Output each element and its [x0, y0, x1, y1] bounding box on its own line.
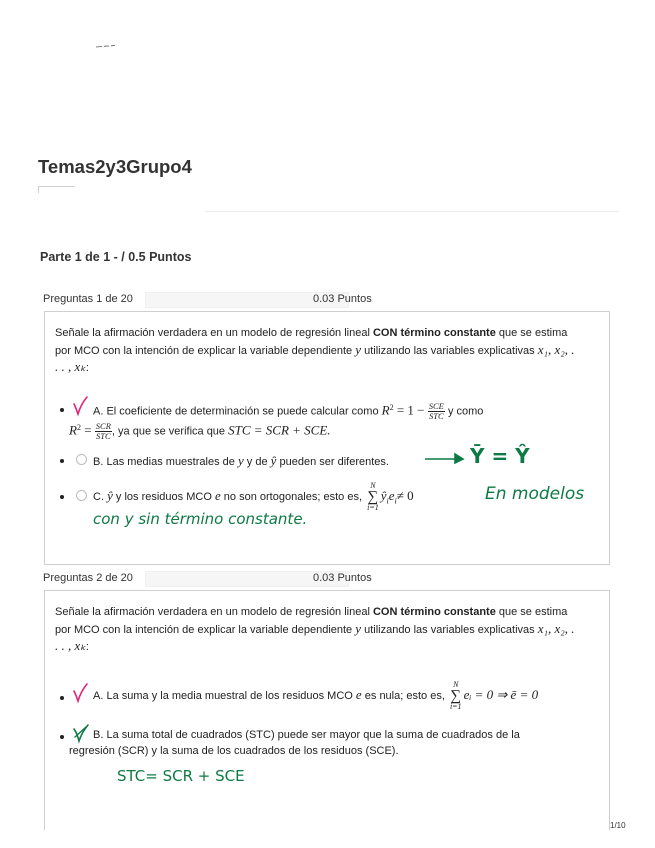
question-1-stem: Señale la afirmación verdadera en un modelo de regresión lineal CON término constante que se estima por MCO con la intención de explicar la variable dependiente y utilizando las variables explicativas x₁, x₂, . . . , xₖ:	[55, 327, 575, 374]
question-1-points: 0.03 Puntos	[313, 293, 372, 305]
header-divider	[205, 211, 619, 212]
question-1-option-b-radio[interactable]	[76, 454, 87, 465]
cross-check-icon	[72, 723, 90, 743]
annotation-mean-equality: Ȳ = Ŷ	[470, 444, 530, 468]
page-title: Temas2y3Grupo4	[38, 156, 192, 177]
question-1-header	[43, 293, 643, 309]
question-2-option-b-cont: regresión (SCR) y la suma de los cuadrados de los residuos (SCE).	[69, 745, 399, 757]
checkmark-icon	[72, 396, 88, 416]
question-2-option-a[interactable]: A. La suma y la media muestral de los residuos MCO e es nula; esto es, N ∑ i=1 eᵢ = 0 ⇒ ē = 0	[93, 680, 539, 711]
question-2-option-b[interactable]: B. La suma total de cuadrados (STC) puede ser mayor que la suma de cuadrados de la	[93, 729, 520, 741]
question-1-label: Preguntas 1 de 20	[43, 293, 133, 305]
bullet	[60, 696, 64, 700]
question-1-option-a[interactable]: A. El coeficiente de determinación se puede calcular como $R^2 = 1$ − $\frac{\text{SCE}}{\text{STC}}$ y como	[93, 401, 484, 421]
question-2-box	[44, 590, 610, 830]
question-1-option-b[interactable]: B. Las medias muestrales de y y de ŷ pueden ser diferentes.	[93, 453, 389, 468]
question-1-box	[44, 311, 610, 565]
bullet	[60, 459, 64, 463]
question-1-option-c[interactable]: C. ŷ y los residuos MCO e no son ortogonales; esto es, N ∑ i=1 $ŷ_ie_i\ne 0$	[93, 481, 414, 512]
page-number: 1/10	[610, 821, 626, 830]
scribble-mark	[96, 45, 116, 48]
annotation-option-c-line1: En modelos	[485, 484, 585, 504]
annotation-option-b: STC= SCR + SCE	[117, 767, 245, 785]
bullet	[60, 735, 64, 739]
question-2-label: Preguntas 2 de 20	[43, 572, 133, 584]
question-1-option-c-radio[interactable]	[76, 490, 87, 501]
bullet	[60, 408, 64, 412]
annotation-option-c-line2: con y sin término constante.	[93, 510, 308, 528]
part-label: Parte 1 de 1 - / 0.5 Puntos	[40, 250, 192, 264]
question-2-points: 0.03 Puntos	[313, 572, 372, 584]
checkmark-icon	[72, 683, 88, 703]
title-underline	[38, 186, 75, 193]
question-1-option-a-cont: $R^2$ = $\frac{\text{SCR}}{\text{STC}}$ , ya que se verifica que STC = SCR + SCE.	[69, 421, 331, 441]
question-2-stem: Señale la afirmación verdadera en un modelo de regresión lineal CON término constante que se estima por MCO con la intención de explicar la variable dependiente y utilizando las variables explicativas x₁, x₂, . . . , xₖ:	[55, 606, 575, 653]
question-2-header	[43, 572, 643, 588]
arrow-icon	[425, 451, 465, 465]
bullet	[60, 495, 64, 499]
